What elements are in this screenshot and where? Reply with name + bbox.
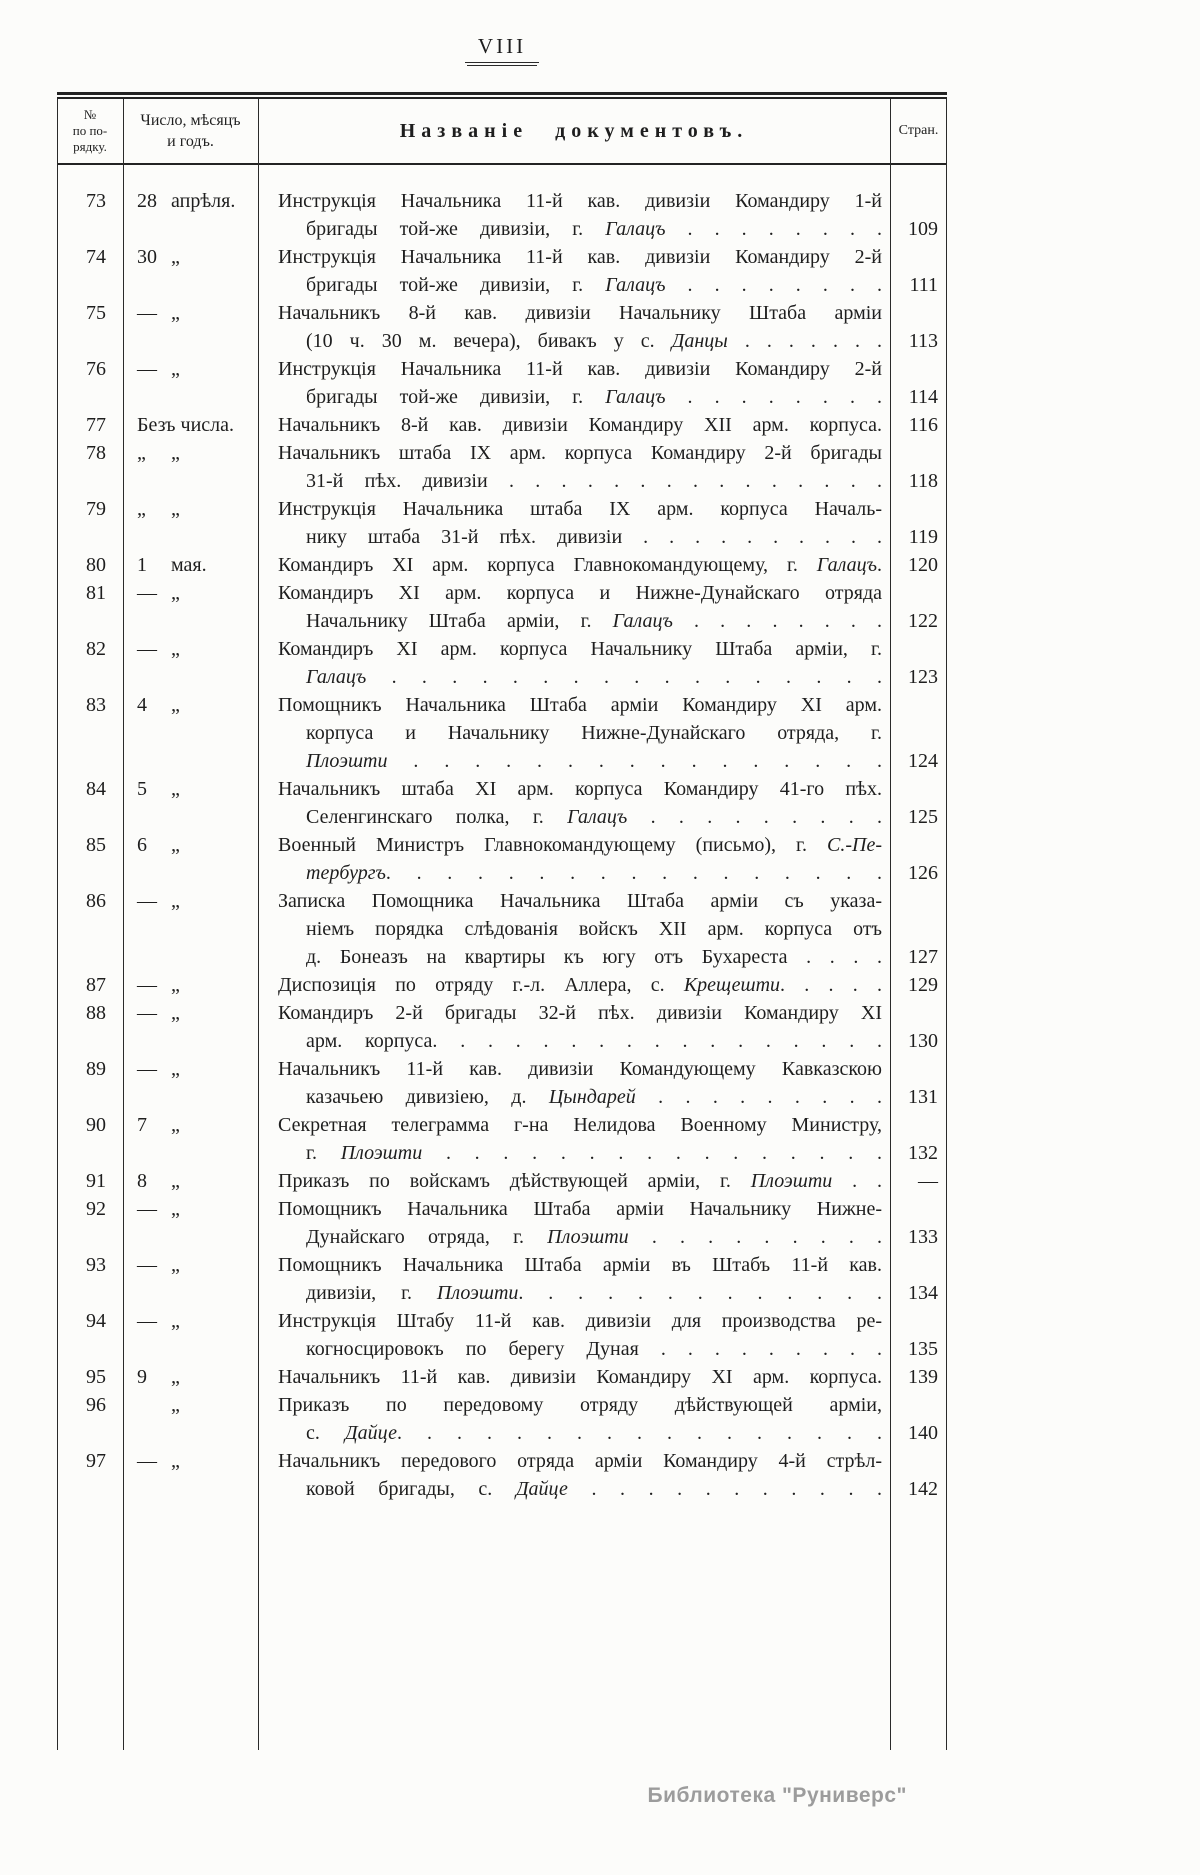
row-date: 7 „ [137, 1114, 180, 1136]
row-title-continuation-line: Плоэшти . . . . . . . . . . . . . . . . [306, 750, 882, 772]
header-date-column [123, 99, 258, 163]
row-date: „ „ [137, 498, 180, 520]
row-date: — „ [137, 1310, 180, 1332]
row-page-number: — [918, 1170, 938, 1192]
table-row [57, 187, 947, 243]
table-row [57, 887, 947, 971]
row-title-continuation-line: бригады той-же дивизіи, г. Галацъ . . . . . . . . [306, 386, 883, 408]
row-page-number: 124 [908, 750, 938, 772]
row-title-line: Начальникъ штаба XI арм. корпуса Командиру 41-го пѣх. [278, 778, 882, 800]
row-number: 76 [86, 358, 106, 380]
row-title [258, 299, 890, 355]
row-title [258, 187, 890, 243]
row-page-number: 131 [908, 1086, 938, 1108]
row-date: — „ [137, 302, 180, 324]
row-page-number: 116 [908, 414, 938, 436]
table-row [57, 1307, 947, 1363]
table-row [57, 411, 947, 439]
row-page-number: 133 [908, 1226, 938, 1248]
row-title-line: Инструкція Начальника 11-й кав. дивизіи Командиру 1-й [278, 190, 882, 212]
row-title-continuation-line: ковой бригады, с. Дайце . . . . . . . . . . . [306, 1478, 883, 1500]
table-row [57, 1167, 947, 1195]
header-date-line: Число, мѣсяцъ [140, 112, 241, 129]
row-page-number: 129 [908, 974, 938, 996]
row-title-continuation-line: ніемъ порядка слѣдованія войскъ XII арм. корпуса отъ [306, 918, 882, 940]
table-row [57, 579, 947, 635]
table-row [57, 439, 947, 495]
row-title [258, 1111, 890, 1167]
contents-table [57, 92, 947, 1750]
row-title-line: Начальникъ передового отряда арміи Командиру 4-й стрѣл- [278, 1450, 882, 1472]
row-number: 86 [86, 890, 106, 912]
row-date: — „ [137, 974, 180, 996]
row-number: 82 [86, 638, 106, 660]
table-row [57, 355, 947, 411]
row-title-continuation-line: Галацъ . . . . . . . . . . . . . . . . . [306, 666, 882, 688]
row-title-continuation-line: тербургъ. . . . . . . . . . . . . . . . . [306, 862, 882, 884]
row-title-continuation-line: Селенгинскаго полка, г. Галацъ . . . . . . . . . [306, 806, 882, 828]
table-row [57, 1195, 947, 1251]
row-page-number: 125 [908, 806, 938, 828]
row-title [258, 1363, 890, 1391]
row-title [258, 1055, 890, 1111]
table-row [57, 691, 947, 775]
row-date: — „ [137, 638, 180, 660]
column-rule-number-date [123, 99, 124, 1750]
header-number-line: рядку. [73, 139, 107, 154]
row-title [258, 999, 890, 1055]
row-page-number: 126 [908, 862, 938, 884]
row-number: 81 [86, 582, 106, 604]
row-date: 30 „ [137, 246, 180, 268]
row-title-continuation-line: (10 ч. 30 м. вечера), бивакъ у с. Данцы . . . . . . . [306, 330, 882, 352]
header-number-line: по по- [72, 123, 108, 138]
folio [57, 0, 947, 64]
row-number: 85 [86, 834, 106, 856]
row-number: 94 [86, 1310, 106, 1332]
watermark: Библиотека "Руниверс" [647, 1784, 907, 1807]
page-content [57, 0, 947, 1750]
row-title-line: Инструкція Начальника 11-й кав. дивизіи Командиру 2-й [278, 246, 882, 268]
row-number: 80 [86, 554, 106, 576]
table-row [57, 1363, 947, 1391]
row-title-line: Начальникъ 11-й кав. дивизіи Командиру XI арм. корпуса. [278, 1366, 882, 1388]
row-title-continuation-line: арм. корпуса. . . . . . . . . . . . . . . . . [306, 1030, 882, 1052]
row-title-line: Инструкція Штабу 11-й кав. дивизіи для производства ре- [278, 1310, 882, 1332]
table-header [57, 99, 947, 165]
column-rule-left [57, 99, 58, 1750]
table-row [57, 1055, 947, 1111]
row-number: 83 [86, 694, 106, 716]
row-number: 95 [86, 1366, 106, 1388]
row-title [258, 887, 890, 971]
folio-number: VIII [465, 34, 539, 63]
row-title-continuation-line: бригады той-же дивизіи, г. Галацъ . . . . . . . . [306, 274, 883, 296]
row-page-number: 119 [908, 526, 938, 548]
row-page-number: 118 [908, 470, 938, 492]
table-row [57, 971, 947, 999]
row-title-continuation-line: нику штаба 31-й пѣх. дивизіи . . . . . . . . . . [306, 526, 882, 548]
row-number: 97 [86, 1450, 106, 1472]
row-date: 5 „ [137, 778, 180, 800]
row-page-number: 135 [908, 1338, 938, 1360]
row-title-line: Записка Помощника Начальника Штаба арміи съ указа- [278, 890, 882, 912]
row-title-line: Начальникъ 8-й кав. дивизіи Начальнику Штаба арміи [278, 302, 882, 324]
row-title-continuation-line: с. Дайце. . . . . . . . . . . . . . . . . [306, 1422, 882, 1444]
row-page-number: 134 [908, 1282, 938, 1304]
row-title-line: Военный Министръ Главнокомандующему (письмо), г. С.-Пе- [278, 834, 882, 856]
row-title [258, 411, 890, 439]
row-page-number: 120 [908, 554, 938, 576]
row-title [258, 1195, 890, 1251]
row-title [258, 495, 890, 551]
row-title [258, 1167, 890, 1195]
row-date: — „ [137, 1254, 180, 1276]
row-title [258, 439, 890, 495]
row-title-line: Командиръ 2-й бригады 32-й пѣх. дивизіи Командиру XI [278, 1002, 882, 1024]
header-number-line: № [83, 107, 97, 122]
row-date: — „ [137, 1058, 180, 1080]
row-title-line: Инструкція Начальника штаба IX арм. корпуса Началь- [278, 498, 882, 520]
row-title-line: Инструкція Начальника 11-й кав. дивизіи Командиру 2-й [278, 358, 882, 380]
row-title [258, 1391, 890, 1447]
row-date: 9 „ [137, 1366, 180, 1388]
header-number-column [57, 99, 123, 163]
row-page-number: 113 [908, 330, 938, 352]
row-date: 28 апрѣля. [137, 190, 236, 212]
row-title-line: Приказъ по войскамъ дѣйствующей арміи, г. Плоэшти . . [278, 1170, 882, 1192]
row-title [258, 1251, 890, 1307]
row-date: 6 „ [137, 834, 180, 856]
table-row [57, 495, 947, 551]
row-date: — „ [137, 582, 180, 604]
row-title-continuation-line: 31-й пѣх. дивизіи . . . . . . . . . . . . . . . [306, 470, 882, 492]
column-rule-date-title [258, 99, 259, 1750]
row-number: 87 [86, 974, 106, 996]
table-row [57, 1111, 947, 1167]
row-date: 4 „ [137, 694, 180, 716]
row-page-number: 122 [908, 610, 938, 632]
row-number: 75 [86, 302, 106, 324]
row-title-line: Приказъ по передовому отряду дѣйствующей арміи, [278, 1394, 882, 1416]
row-page-number: 114 [908, 386, 938, 408]
row-title-line: Командиръ XI арм. корпуса Главнокомандующему, г. Галацъ. [278, 554, 882, 576]
row-title-line: Начальникъ 8-й кав. дивизіи Командиру XII арм. корпуса. [278, 414, 882, 436]
row-date: „ „ [137, 442, 180, 464]
row-date: — „ [137, 1450, 180, 1472]
column-rule-right [946, 99, 947, 1750]
row-title [258, 691, 890, 775]
row-page-number: 109 [908, 218, 938, 240]
row-date: 1 мая. [137, 554, 207, 576]
row-title [258, 831, 890, 887]
row-title-continuation-line: корпуса и Начальнику Нижне-Дунайскаго отряда, г. [306, 722, 882, 744]
row-title-continuation-line: когносцировокъ по берегу Дуная . . . . . . . . . [306, 1338, 882, 1360]
row-page-number: 123 [908, 666, 938, 688]
row-date: — „ [137, 358, 180, 380]
row-date: „ [171, 1394, 180, 1416]
row-title-line: Командиръ XI арм. корпуса и Нижне-Дунайскаго отряда [278, 582, 882, 604]
row-title [258, 551, 890, 579]
row-number: 74 [86, 246, 106, 268]
row-title [258, 579, 890, 635]
header-page-column [890, 99, 947, 163]
header-title-label: Названіе документовъ. [399, 119, 749, 142]
row-number: 78 [86, 442, 106, 464]
row-date: Безъ числа. [137, 414, 235, 436]
table-row [57, 243, 947, 299]
row-date: — „ [137, 1198, 180, 1220]
row-number: 89 [86, 1058, 106, 1080]
row-title [258, 355, 890, 411]
row-title-line: Помощникъ Начальника Штаба арміи въ Штабъ 11-й кав. [278, 1254, 882, 1276]
row-number: 88 [86, 1002, 106, 1024]
header-page-label: Стран. [898, 123, 939, 138]
row-page-number: 111 [909, 274, 938, 296]
row-number: 77 [86, 414, 106, 436]
header-title-column [258, 99, 890, 163]
row-date: — „ [137, 1002, 180, 1024]
column-rule-title-page [890, 99, 891, 1750]
row-title [258, 971, 890, 999]
row-page-number: 139 [908, 1366, 938, 1388]
row-title-line: Помощникъ Начальника Штаба арміи Начальнику Нижне- [278, 1198, 882, 1220]
row-title-continuation-line: бригады той-же дивизіи, г. Галацъ . . . . . . . . [306, 218, 883, 240]
row-number: 91 [86, 1170, 106, 1192]
row-title [258, 1307, 890, 1363]
row-title-line: Помощникъ Начальника Штаба арміи Командиру XI арм. [278, 694, 882, 716]
row-page-number: 130 [908, 1030, 938, 1052]
row-title [258, 775, 890, 831]
row-number: 90 [86, 1114, 106, 1136]
row-page-number: 132 [908, 1142, 938, 1164]
row-page-number: 127 [908, 946, 938, 968]
table-row [57, 775, 947, 831]
row-number: 93 [86, 1254, 106, 1276]
table-row [57, 1391, 947, 1447]
row-number: 73 [86, 190, 106, 212]
table-row [57, 635, 947, 691]
row-title-continuation-line: д. Бонеазъ на квартиры къ югу отъ Бухареста . . . . [306, 946, 882, 968]
row-title-line: Секретная телеграмма г-на Нелидова Военному Министру, [278, 1114, 882, 1136]
header-date-line: и годъ. [167, 133, 214, 150]
table-body [57, 165, 947, 1750]
row-title-continuation-line: дивизіи, г. Плоэшти. . . . . . . . . . . . . [306, 1282, 883, 1304]
row-number: 92 [86, 1198, 106, 1220]
table-top-rule [57, 92, 947, 99]
table-row [57, 299, 947, 355]
row-title-line: Начальникъ штаба IX арм. корпуса Командиру 2-й бригады [278, 442, 882, 464]
row-title [258, 635, 890, 691]
row-page-number: 142 [908, 1478, 938, 1500]
row-date: 8 „ [137, 1170, 180, 1192]
row-date: — „ [137, 890, 180, 912]
row-title [258, 243, 890, 299]
row-title-continuation-line: г. Плоэшти . . . . . . . . . . . . . . . . [306, 1142, 882, 1164]
row-number: 84 [86, 778, 106, 800]
table-row [57, 551, 947, 579]
table-row [57, 1251, 947, 1307]
row-title-line: Командиръ XI арм. корпуса Начальнику Штаба арміи, г. [278, 638, 882, 660]
table-row [57, 1447, 947, 1503]
row-title [258, 1447, 890, 1503]
table-row [57, 831, 947, 887]
row-title-continuation-line: казачьею дивизіею, д. Цындарей . . . . . . . . . [306, 1086, 882, 1108]
row-number: 96 [86, 1394, 106, 1416]
row-number: 79 [86, 498, 106, 520]
row-title-line: Диспозиція по отряду г.-л. Аллера, с. Крещешти. . . . . [278, 974, 882, 996]
table-row [57, 999, 947, 1055]
row-title-continuation-line: Начальнику Штаба арміи, г. Галацъ . . . . . . . . [306, 610, 882, 632]
row-page-number: 140 [908, 1422, 938, 1444]
row-title-continuation-line: Дунайскаго отряда, г. Плоэшти . . . . . . . . . [306, 1226, 883, 1248]
row-title-line: Начальникъ 11-й кав. дивизіи Командующему Кавказскою [278, 1058, 882, 1080]
